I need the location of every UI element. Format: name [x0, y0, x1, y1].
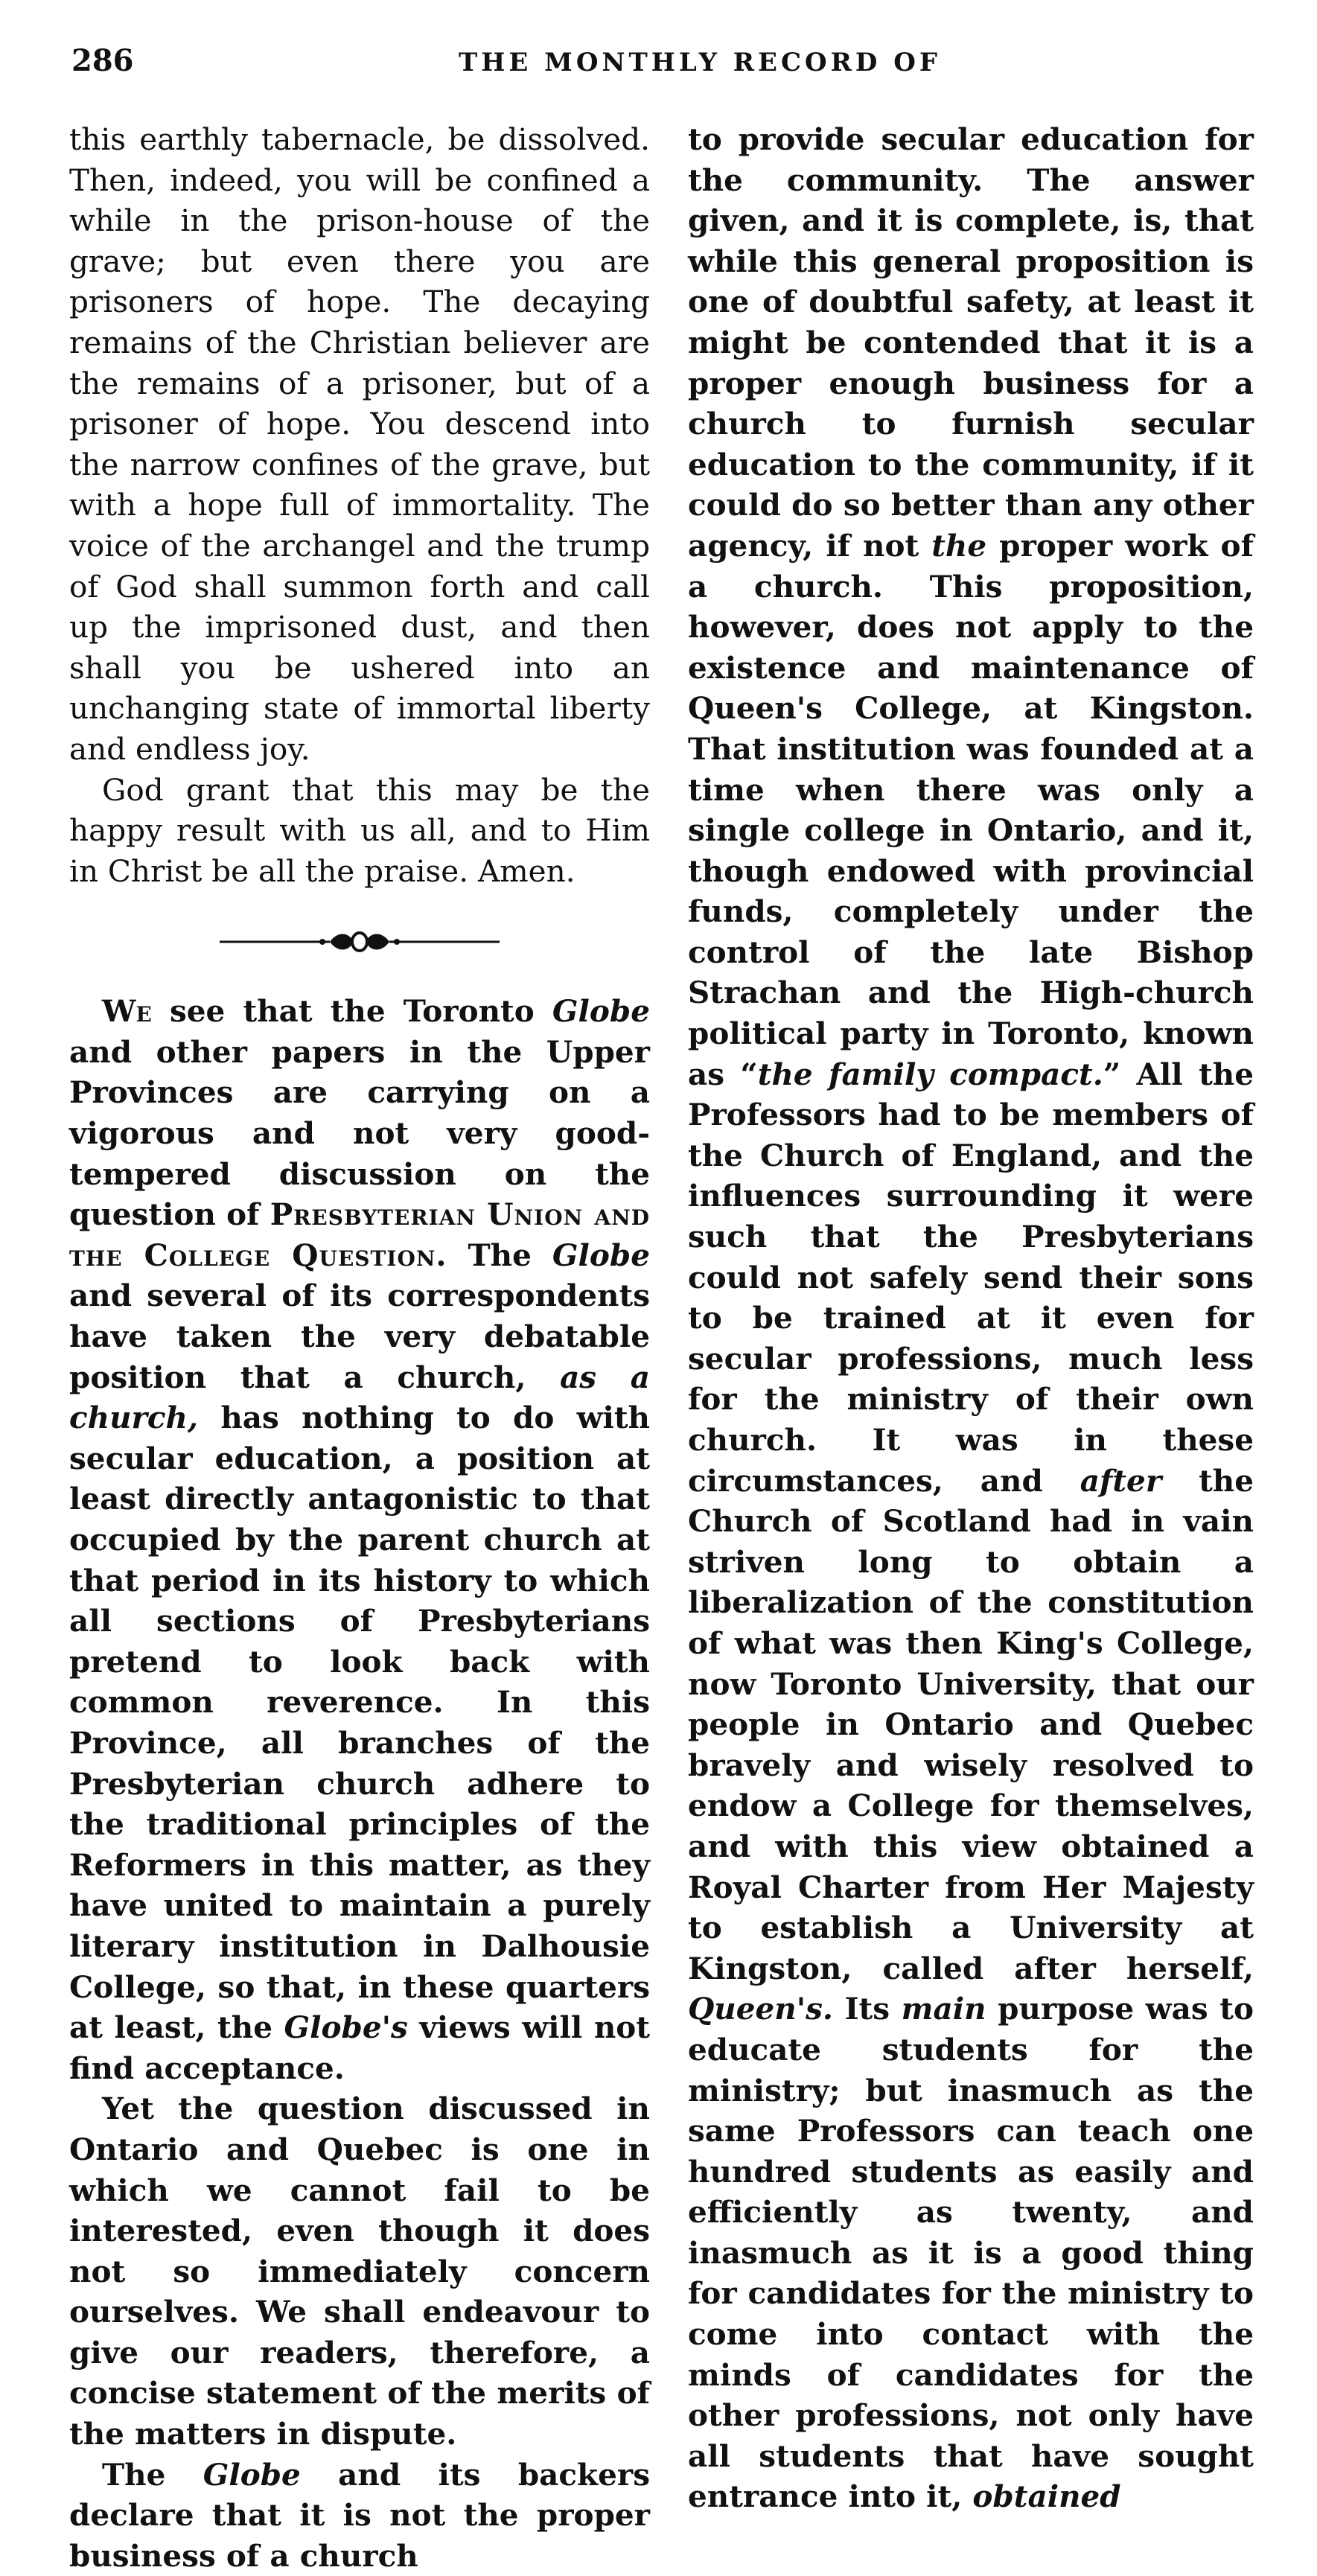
- editorial-paragraph-backers: The Globe and its backers declare that it is not the proper business of a church: [69, 2456, 651, 2574]
- globe-reference: Globe: [203, 2456, 301, 2493]
- running-title: THE MONTHLY RECORD OF: [459, 48, 941, 77]
- editorial-paragraph-globe: We see that the Toronto Globe and other papers in the Upper Provinces are carrying on a vigorous and not very good-tempered discussion on the question of Presbyterian Union and the College Question. The Globe and several of its correspondents have taken the very debatable position that a church, as a church, has nothing to do with secular education, a position at least directly antagonistic to that occupied by the parent church at that period in its history to which all sections of Presbyterians pretend to look back with common reverence. In this Province, all branches of the Presbyterian church adhere to the traditional principles of the Reformers in this matter, as they have united to maintain a purely literary institution in Dalhousie College, so that, in these quarters at least, the Globe's views will not find acceptance.: [69, 993, 650, 2086]
- sermon-closing-paragraph: this earthly tabernacle, be dissolved. Then, indeed, you will be confined a while in the prison-house of the grave; but even there you are prisoners of hope. The decaying remains of the Christian believer are the remains of a prisoner, but of a prisoner of hope. You descend into the narrow confines of the grave, but with a hope full of immortality. The voice of the archangel and the trump of God shall summon forth and call up the imprisoned dust, and then shall you be ushered into an unchanging state of immortal liberty and endless joy.: [69, 121, 650, 767]
- editorial-paragraph-question: Yet the question discussed in Ontario and Quebec is one in which we cannot fail to be interested, even though it does not so immediately concern ourselves. We shall endeavour to give our readers, therefore, a concise statement of the merits of the matters in dispute.: [69, 2091, 650, 2452]
- flourish-ornament-icon: [218, 927, 501, 957]
- right-column: [688, 119, 1254, 2517]
- globe-reference: Globe's: [284, 2009, 408, 2046]
- opening-word: We: [102, 993, 152, 1030]
- topic-heading: Presbyterian Union and the College Question.: [69, 1196, 650, 1273]
- globe-reference: Globe: [552, 993, 650, 1030]
- left-column: [69, 119, 650, 2576]
- editorial-paragraph-continued: to provide secular education for the community. The answer given, and it is complete, is, that while this general proposition is one of doubtful safety, at least it might be contended that it is a proper enough business for a church to furnish secular education to the community, if it could do so better than any other agency, if not the proper work of a church. This proposition, however, does not apply to the existence and maintenance of Queen's College, at Kingston. That institution was founded at a time when there was only a single college in Ontario, and it, though endowed with provincial funds, completely under the control of the late Bishop Strachan and the High-church political party in Toronto, known as “the family compact.” All the Professors had to be members of the Church of England, and the influences surrounding it were such that the Presbyterians could not safely send their sons to be trained at it even for secular professions, much less for the ministry of their own church. It was in these circumstances, and after the Church of Scotland had in vain striven long to obtain a liberalization of the constitution of what was then King's College, now Toronto University, that our people in Ontario and Quebec bravely and wisely resolved to endow a College for themselves, and with this view obtained a Royal Charter from Her Majesty to establish a University at Kingston, called after herself, Queen's. Its main purpose was to educate students for the ministry; but inasmuch as the same Professors can teach one hundred students as easily and efficiently as twenty, and inasmuch as it is a good thing for candidates for the ministry to come into contact with the minds of candidates for the other professions, not only have all students that have sought entrance into it, obtained: [688, 121, 1254, 2515]
- sermon-benediction-paragraph: God grant that this may be the happy result with us all, and to Him in Christ be all the praise. Amen.: [69, 771, 650, 889]
- page-header: [71, 43, 1248, 88]
- globe-reference: Globe: [552, 1237, 650, 1273]
- ornamental-divider: [69, 927, 650, 957]
- page-number: 286: [71, 43, 134, 78]
